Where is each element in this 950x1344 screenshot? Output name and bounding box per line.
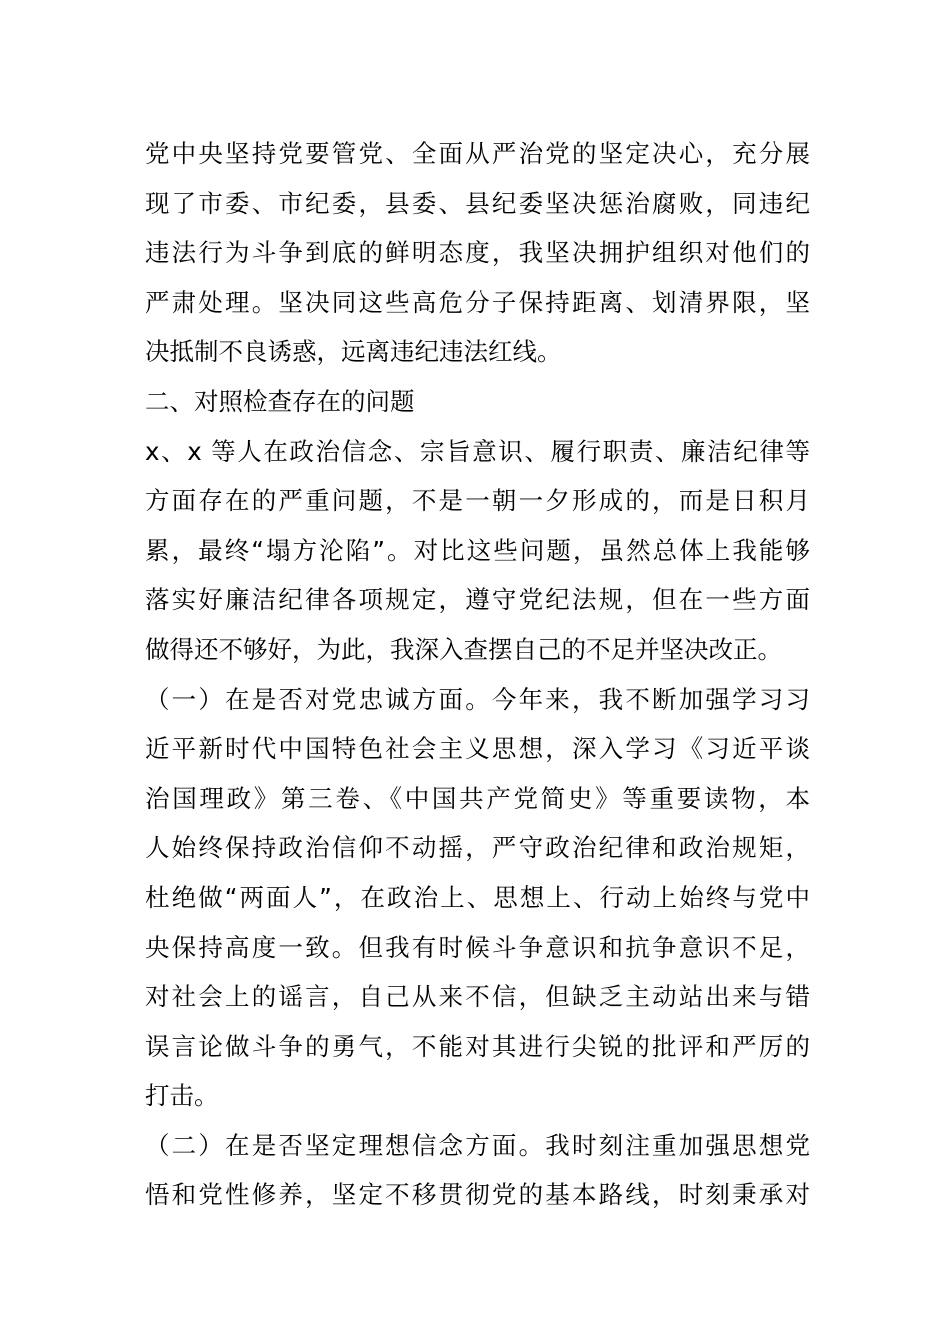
text-line: 做得还不够好，为此，我深入查摆自己的不足并坚决改正。 xyxy=(145,634,782,664)
text-line: 人始终保持政治信仰不动摇，严守政治纪律和政治规矩， xyxy=(145,833,810,863)
document-body xyxy=(145,129,810,1220)
text-line: 严肃处理。坚决同这些高危分子保持距离、划清界限，坚 xyxy=(145,287,810,317)
section-heading: 二、对照检查存在的问题 xyxy=(145,386,415,416)
text-line: （一）在是否对党忠诚方面。今年来，我不断加强学习习 xyxy=(145,684,810,714)
text-line: 央保持高度一致。但我有时候斗争意识和抗争意识不足， xyxy=(145,932,810,962)
text-line: 打击。 xyxy=(145,1081,219,1111)
text-line: 现了市委、市纪委，县委、县纪委坚决惩治腐败，同违纪 xyxy=(145,188,810,218)
text-line: 杜绝做“两面人”，在政治上、思想上、行动上始终与党中 xyxy=(145,882,810,912)
text-line: x、x 等人在政治信念、宗旨意识、履行职责、廉洁纪律等 xyxy=(145,436,810,466)
text-line: 累，最终“塌方沦陷”。对比这些问题，虽然总体上我能够 xyxy=(145,535,810,565)
text-line: 悟和党性修养，坚定不移贯彻党的基本路线，时刻秉承对 xyxy=(145,1180,810,1210)
text-line: 近平新时代中国特色社会主义思想，深入学习《习近平谈 xyxy=(145,734,810,764)
text-line: （二）在是否坚定理想信念方面。我时刻注重加强思想党 xyxy=(145,1130,810,1160)
text-line: 治国理政》第三卷、《中国共产党简史》等重要读物，本 xyxy=(145,783,810,813)
text-line: 违法行为斗争到底的鲜明态度，我坚决拥护组织对他们的 xyxy=(145,238,810,268)
text-line: 方面存在的严重问题，不是一朝一夕形成的，而是日积月 xyxy=(145,486,810,516)
text-line: 党中央坚持党要管党、全面从严治党的坚定决心，充分展 xyxy=(145,139,810,168)
text-line: 误言论做斗争的勇气，不能对其进行尖锐的批评和严厉的 xyxy=(145,1031,810,1061)
text-line: 决抵制不良诱惑，远离违纪违法红线。 xyxy=(145,337,562,367)
text-line: 落实好廉洁纪律各项规定，遵守党纪法规，但在一些方面 xyxy=(145,585,810,615)
text-line: 对社会上的谣言，自己从来不信，但缺乏主动站出来与错 xyxy=(145,982,810,1012)
